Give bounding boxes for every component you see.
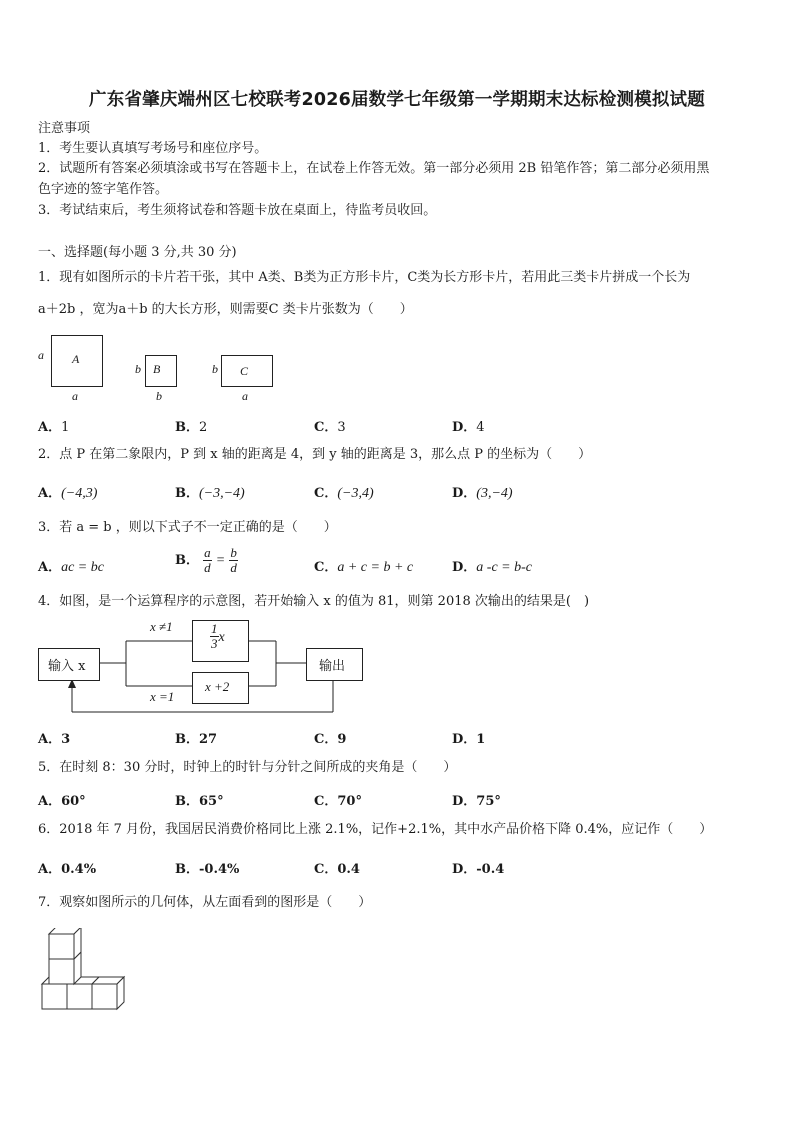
question-3: 3．若 a = b ，则以下式子不一定正确的是（ ） (38, 520, 337, 535)
flow-cond-bottom: x =1 (150, 689, 175, 704)
section-heading: 一、选择题(每小题 3 分,共 30 分) (38, 245, 237, 260)
q1-option-c: C．3 (314, 420, 346, 435)
cube-solid-figure (38, 928, 128, 1014)
q1-option-a: A．1 (38, 420, 70, 435)
q3-option-c: C．a + c = b + c (314, 560, 414, 575)
q5-option-c: C．70° (314, 794, 362, 809)
question-2: 2．点 P 在第二象限内，P 到 x 轴的距离是 4，到 y 轴的距离是 3，那么点 P 的坐标为（ ） (38, 447, 592, 462)
card-a-bottom-label: a (72, 389, 78, 403)
card-c-label: C (240, 364, 249, 378)
q6-option-b: B．-0.4% (175, 862, 240, 877)
notice-item: 色字迹的签字笔作答。 (38, 182, 169, 197)
card-a-label: A (72, 352, 80, 366)
card-c-side-label: b (212, 362, 218, 376)
q2-option-d: D．(3,−4) (452, 486, 513, 501)
question-6: 6．2018 年 7 月份，我国居民消费价格同比上涨 2.1%，记作+2.1%，其中水产品价格下降 0.4%，应记作（ ） (38, 822, 713, 837)
q5-option-b: B．65° (175, 794, 224, 809)
flow-input-label: 输入 x (48, 659, 86, 674)
fraction-b-over-d: $\frac{b}{d}$ (230, 545, 237, 575)
q4-option-c: C．9 (314, 732, 347, 747)
card-b-bottom-label: b (156, 389, 162, 403)
page-title: 广东省肇庆端州区七校联考2026届数学七年级第一学期期末达标检测模拟试题 (89, 90, 705, 110)
q6-option-c: C．0.4 (314, 862, 360, 877)
question-1-line2: a＋2b ，宽为a＋b 的大长方形，则需要C 类卡片张数为（ ） (38, 302, 413, 317)
q2-option-b: B．(−3,−4) (175, 486, 245, 501)
q2-option-a: A．(−4,3) (38, 486, 98, 501)
q2-option-c: C．(−3,4) (314, 486, 374, 501)
notice-item: 1．考生要认真填写考场号和座位序号。 (38, 141, 268, 156)
q6-option-d: D．-0.4 (452, 862, 505, 877)
q5-option-d: D．75° (452, 794, 501, 809)
flow-divide-expr: $\frac{1}{3}$ x (211, 621, 225, 651)
q1-option-b: B．2 (175, 420, 208, 435)
notice-item: 2．试题所有答案必须填涂或书写在答题卡上，在试卷上作答无效。第一部分必须用 2B 铅笔作答；第二部分必须用黑 (38, 161, 710, 176)
flow-add-expr: x +2 (205, 679, 230, 694)
card-b-side-label: b (135, 362, 141, 376)
q3-option-d: D．a -c = b-c (452, 560, 532, 575)
card-b-label: B (153, 362, 161, 376)
card-c-bottom-label: a (242, 389, 248, 403)
q6-option-a: A．0.4% (38, 862, 97, 877)
q1-option-d: D．4 (452, 420, 485, 435)
q3-option-b: B． $\frac{a}{d}$ = $\frac{b}{d}$ (175, 545, 237, 575)
notice-item: 3．考试结束后，考生须将试卷和答题卡放在桌面上，待监考员收回。 (38, 203, 437, 218)
q4-option-d: D．1 (452, 732, 486, 747)
q4-option-a: A．3 (38, 732, 71, 747)
q5-option-a: A．60° (38, 794, 86, 809)
flow-cond-top: x ≠1 (150, 619, 173, 634)
fraction-a-over-d: $\frac{a}{d}$ (204, 545, 211, 575)
q3-option-a: A．ac = bc (38, 560, 104, 575)
question-1-line1: 1．现有如图所示的卡片若干张，其中 A类、B类为正方形卡片，C类为长方形卡片，若用此三类卡片拼成一个长为 (38, 270, 691, 285)
question-5: 5．在时刻 8：30 分时，时钟上的时针与分针之间所成的夹角是（ ） (38, 760, 457, 775)
card-a-side-label: a (38, 348, 44, 362)
question-7: 7．观察如图所示的几何体，从左面看到的图形是（ ） (38, 895, 372, 910)
flow-output-label: 输出 (319, 659, 346, 674)
notice-heading: 注意事项 (38, 121, 91, 136)
q4-option-b: B．27 (175, 732, 218, 747)
question-4: 4．如图，是一个运算程序的示意图，若开始输入 x 的值为 81，则第 2018 次输出的结果是( ) (38, 594, 590, 609)
